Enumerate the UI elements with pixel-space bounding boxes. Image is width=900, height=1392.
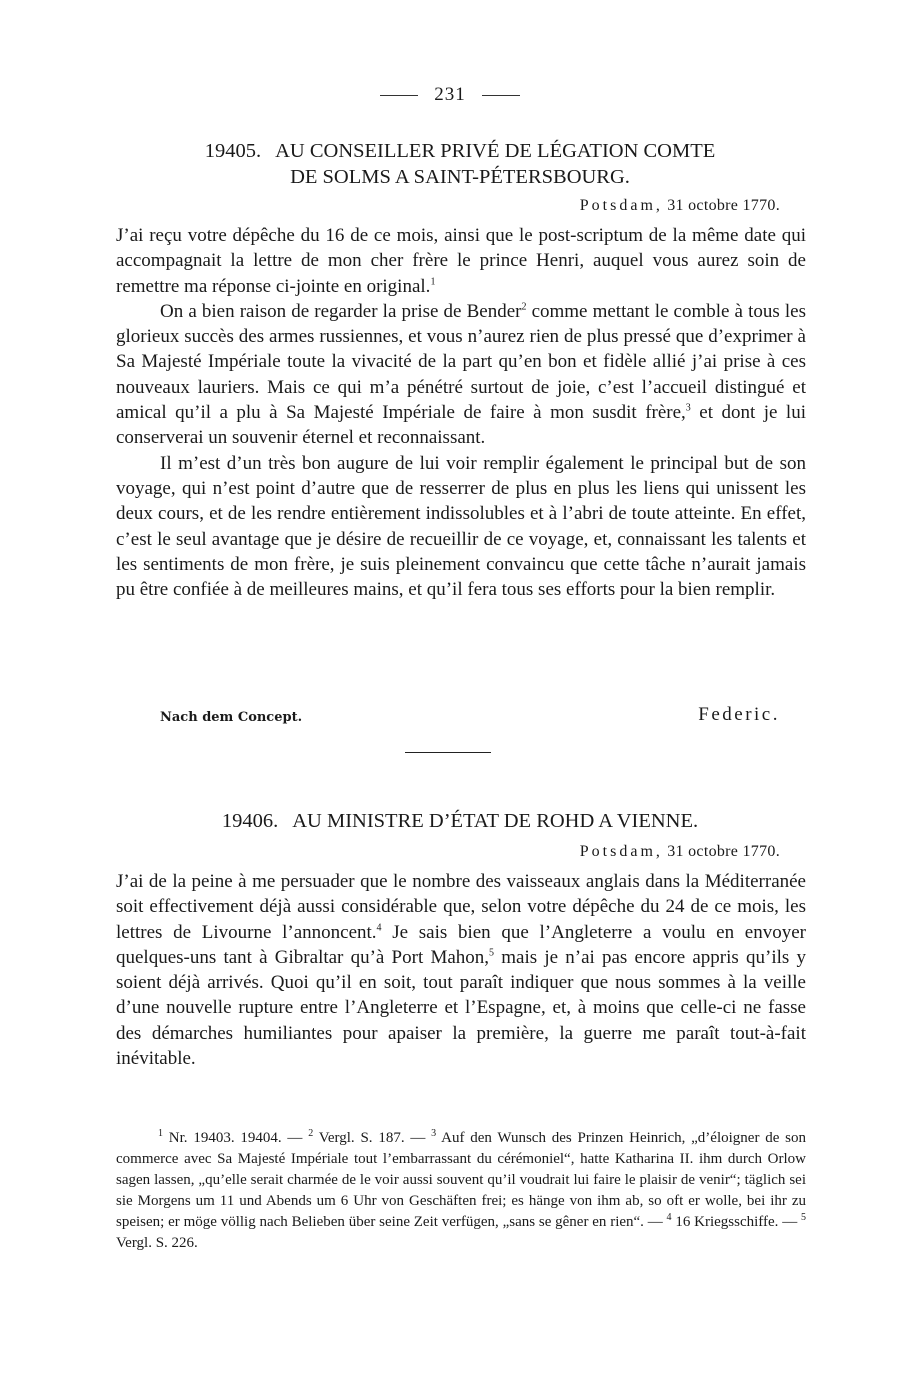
footnote-ref: 2: [521, 301, 527, 313]
footnote-mark: 4: [666, 1212, 672, 1223]
footnote-ref: 4: [376, 922, 382, 934]
date: 31 octobre 1770.: [667, 197, 780, 214]
source-note: Nach dem Concept.: [160, 710, 303, 725]
letter-title: AU MINISTRE D’ÉTAT DE ROHD A VIENNE.: [292, 810, 699, 832]
letter-number: 19406.: [221, 810, 279, 832]
footnotes: [116, 1128, 806, 1254]
footnote-ref: 1: [430, 276, 436, 288]
paragraph: On a bien raison de regarder la prise de Bender$^2$ comme mettant le comble à tous les glorieux succès des armes russiennes, et vous n’aurez rien de plus pressé que d’exprimer à Sa Majesté Impériale toute la vivacité de la part qu’en bon et fidèle allié j’ai prise à ces nouveaux lauriers. Mais ce qui m’a pénétré surtout de joie, c’est l’accueil distingué et amical qu’il a plu à Sa Majesté Impériale de faire à mon susdit frère,$^3$ et dont je lui conserverai un souvenir éternel et reconnaissant.: [116, 300, 806, 449]
letter-title: AU CONSEILLER PRIVÉ DE LÉGATION COMTE: [275, 140, 716, 162]
page-number-line: [0, 84, 900, 106]
letter-title-continued: DE SOLMS A SAINT-PÉTERSBOURG.: [290, 166, 630, 188]
divider: [380, 95, 418, 96]
letter-number: 19405.: [204, 140, 262, 162]
paragraph: Il m’est d’un très bon augure de lui voir remplir également le principal but de son voyage, qui n’est point d’autre que de resserrer de plus en plus les liens qui unissent les deux cours, et de les rendre entièrement indissolubles et à l’abri de toute atteinte. En effet, c’est le seul avantage que je désire de recueillir de ce voyage, et, connaissant les talents et les sentiments de mon frère, je suis pleinement convaincu que cette tâche n’aurait jamais pu être confiée à de meilleures mains, et qu’il fera tous ses efforts pour la bien remplir.: [116, 452, 806, 601]
section-divider: [405, 752, 491, 753]
footnote-ref: 5: [489, 947, 495, 959]
place: Potsdam,: [579, 843, 663, 860]
dateline: [580, 843, 780, 861]
dateline: [580, 197, 780, 215]
footnote-mark: 5: [801, 1212, 806, 1223]
paragraph: J’ai reçu votre dépêche du 16 de ce mois, ainsi que le post-scriptum de la même date qui accompagnait la lettre de mon cher frère le prince Henri, auquel vous aurez soin de remettre ma réponse ci-jointe en original.$^1$: [116, 225, 806, 297]
footnote-mark: 1: [158, 1128, 163, 1139]
letter-heading: [116, 808, 804, 834]
letter-body: [116, 223, 806, 602]
signature: Federic.: [698, 704, 780, 725]
footnote-text: $^1$ Nr. 19403. 19404. — $^2$ Vergl. S. 187. — $^3$ Auf den Wunsch des Prinzen Heinrich, „d’éloigner de son commerce avec Sa Majesté Impériale tout l’embarrassant du cérémoniel“, hatte Katharina II. ihm durch Orlow sagen lassen, „qu’elle serait charmée de le voir aussi souvent qu’il voudrait lui faire le plaisir de venir“; täglich sei sie Morgens um 11 und Abends um 6 Uhr von Geschäften frei; es hänge von ihm ab, so oft er wolle, bei ihr zu speisen; er möge völlig nach Belieben über seine Zeit verfügen, „sans se gêner en rien“. — $^4$ 16 Kriegsschiffe. — $^5$ Vergl. S. 226.: [116, 1128, 807, 1251]
footnote-mark: 3: [431, 1128, 437, 1139]
divider: [482, 95, 520, 96]
letter-body: [116, 869, 806, 1071]
footnote-ref: 3: [685, 402, 691, 414]
place: Potsdam,: [579, 197, 663, 214]
footnote-mark: 2: [308, 1128, 314, 1139]
letter-heading: [116, 138, 804, 190]
date: 31 octobre 1770.: [667, 843, 780, 860]
paragraph: J’ai de la peine à me persuader que le nombre des vaisseaux anglais dans la Méditerranée soit effectivement déjà aussi considérable que, selon votre dépêche du 24 de ce mois, les lettres de Livourne l’annoncent.$^4$ Je sais bien que l’Angleterre a voulu en envoyer quelques-uns tant à Gibraltar qu’à Port Mahon,$^5$ mais je n’ai pas encore appris qu’ils y soient déjà arrivés. Quoi qu’il en soit, tout paraît indiquer que nous sommes à la veille d’une nouvelle rupture entre l’Angleterre et l’Espagne, et, à moins que celle-ci ne fasse des démarches humiliantes pour apaiser la première, la guerre me paraît tout-à-fait inévitable.: [116, 871, 807, 1070]
page-number: 231: [434, 84, 466, 105]
